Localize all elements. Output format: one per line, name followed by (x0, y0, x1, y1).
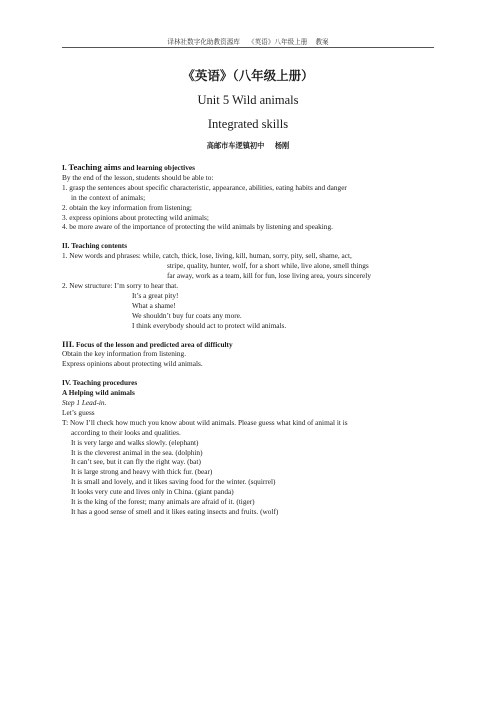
guess-clue: It looks very cute and lives only in China. (giant panda) (71, 487, 234, 497)
header-book: 《英语》八年级上册 (248, 38, 308, 46)
new-words-line: stripe, quality, hunter, wolf, for a short while, live alone, smell things (167, 261, 369, 271)
aims-intro: By the end of the lesson, students should be able to: (62, 172, 214, 182)
aims-item: 3. express opinions about protecting wild animals; (62, 212, 209, 222)
page-header (0, 36, 496, 46)
header-doc-type: 教案 (315, 38, 329, 46)
activity-title: Let’s guess (62, 407, 95, 417)
structure-item: What a shame! (132, 300, 176, 310)
guess-clue: It is large strong and heavy with thick fur. (bear) (71, 467, 213, 477)
contents-heading: II. Teaching contents (62, 241, 128, 251)
author-line (0, 141, 496, 151)
teacher-instruction: T: Now I’ll check how much you know about wild animals. Please guess what kind of animal it is (62, 417, 348, 427)
author-school: 高邮市车逻镇初中 (206, 141, 265, 150)
focus-item: Obtain the key information from listening. (62, 349, 187, 359)
step-heading: Step 1 Lead-in. (62, 398, 107, 408)
aims-item: 1. grasp the sentences about specific characteristic, appearance, abilities, eating habits and danger (62, 182, 347, 192)
new-words-line: far away, work as a team, kill for fun, lose living area, yours sincerely (167, 271, 371, 281)
structure-item: It’s a great pity! (132, 290, 179, 300)
lesson-plan-body (62, 163, 442, 517)
part-a-heading: A Helping wild animals (62, 388, 135, 398)
structure-item: I think everybody should act to protect wild animals. (132, 320, 287, 330)
aims-item: in the context of animals; (71, 192, 146, 202)
new-words-line: 1. New words and phrases: while, catch, thick, lose, living, kill, human, sorry, pity, sell, shame, act, (62, 251, 352, 261)
guess-clue: It is very large and walks slowly. (elephant) (71, 437, 199, 447)
header-publisher: 译林社数字化助教资源库 (167, 38, 240, 46)
lesson-subtitle: Integrated skills (207, 117, 289, 131)
guess-clue: It is the cleverest animal in the sea. (dolphin) (71, 447, 203, 457)
aims-item: 4. be more aware of the importance of protecting the wild animals by listening and speaking. (62, 222, 333, 232)
new-structure-line: 2. New structure: I’m sorry to hear that. (62, 280, 179, 290)
procedures-heading: IV. Teaching procedures (62, 378, 138, 388)
guess-clue: It is small and lovely, and it likes saving food for the winter. (squirrel) (71, 477, 276, 487)
teacher-instruction: according to their looks and qualities. (71, 427, 181, 437)
aims-item: 2. obtain the key information from listening; (62, 202, 192, 212)
author-name: 杨刚 (274, 141, 290, 150)
guess-clue: It has a good sense of smell and it likes eating insects and fruits. (wolf) (71, 507, 279, 516)
guess-clue: It is the king of the forest; many animals are afraid of it. (tiger) (71, 497, 255, 507)
document-title: 《英语》（八年级上册） (182, 68, 314, 83)
focus-item: Express opinions about protecting wild animals. (62, 359, 203, 369)
focus-heading: III. Focus of the lesson and predicted area of difficulty (62, 338, 233, 349)
guess-clue: It can’t see, but it can fly the right way. (bat) (71, 457, 201, 467)
aims-heading: I. Teaching aims and learning objectives (62, 162, 195, 172)
unit-title: Unit 5 Wild animals (197, 93, 299, 107)
header-divider (62, 47, 434, 48)
structure-item: We shouldn’t buy fur coats any more. (132, 310, 242, 320)
